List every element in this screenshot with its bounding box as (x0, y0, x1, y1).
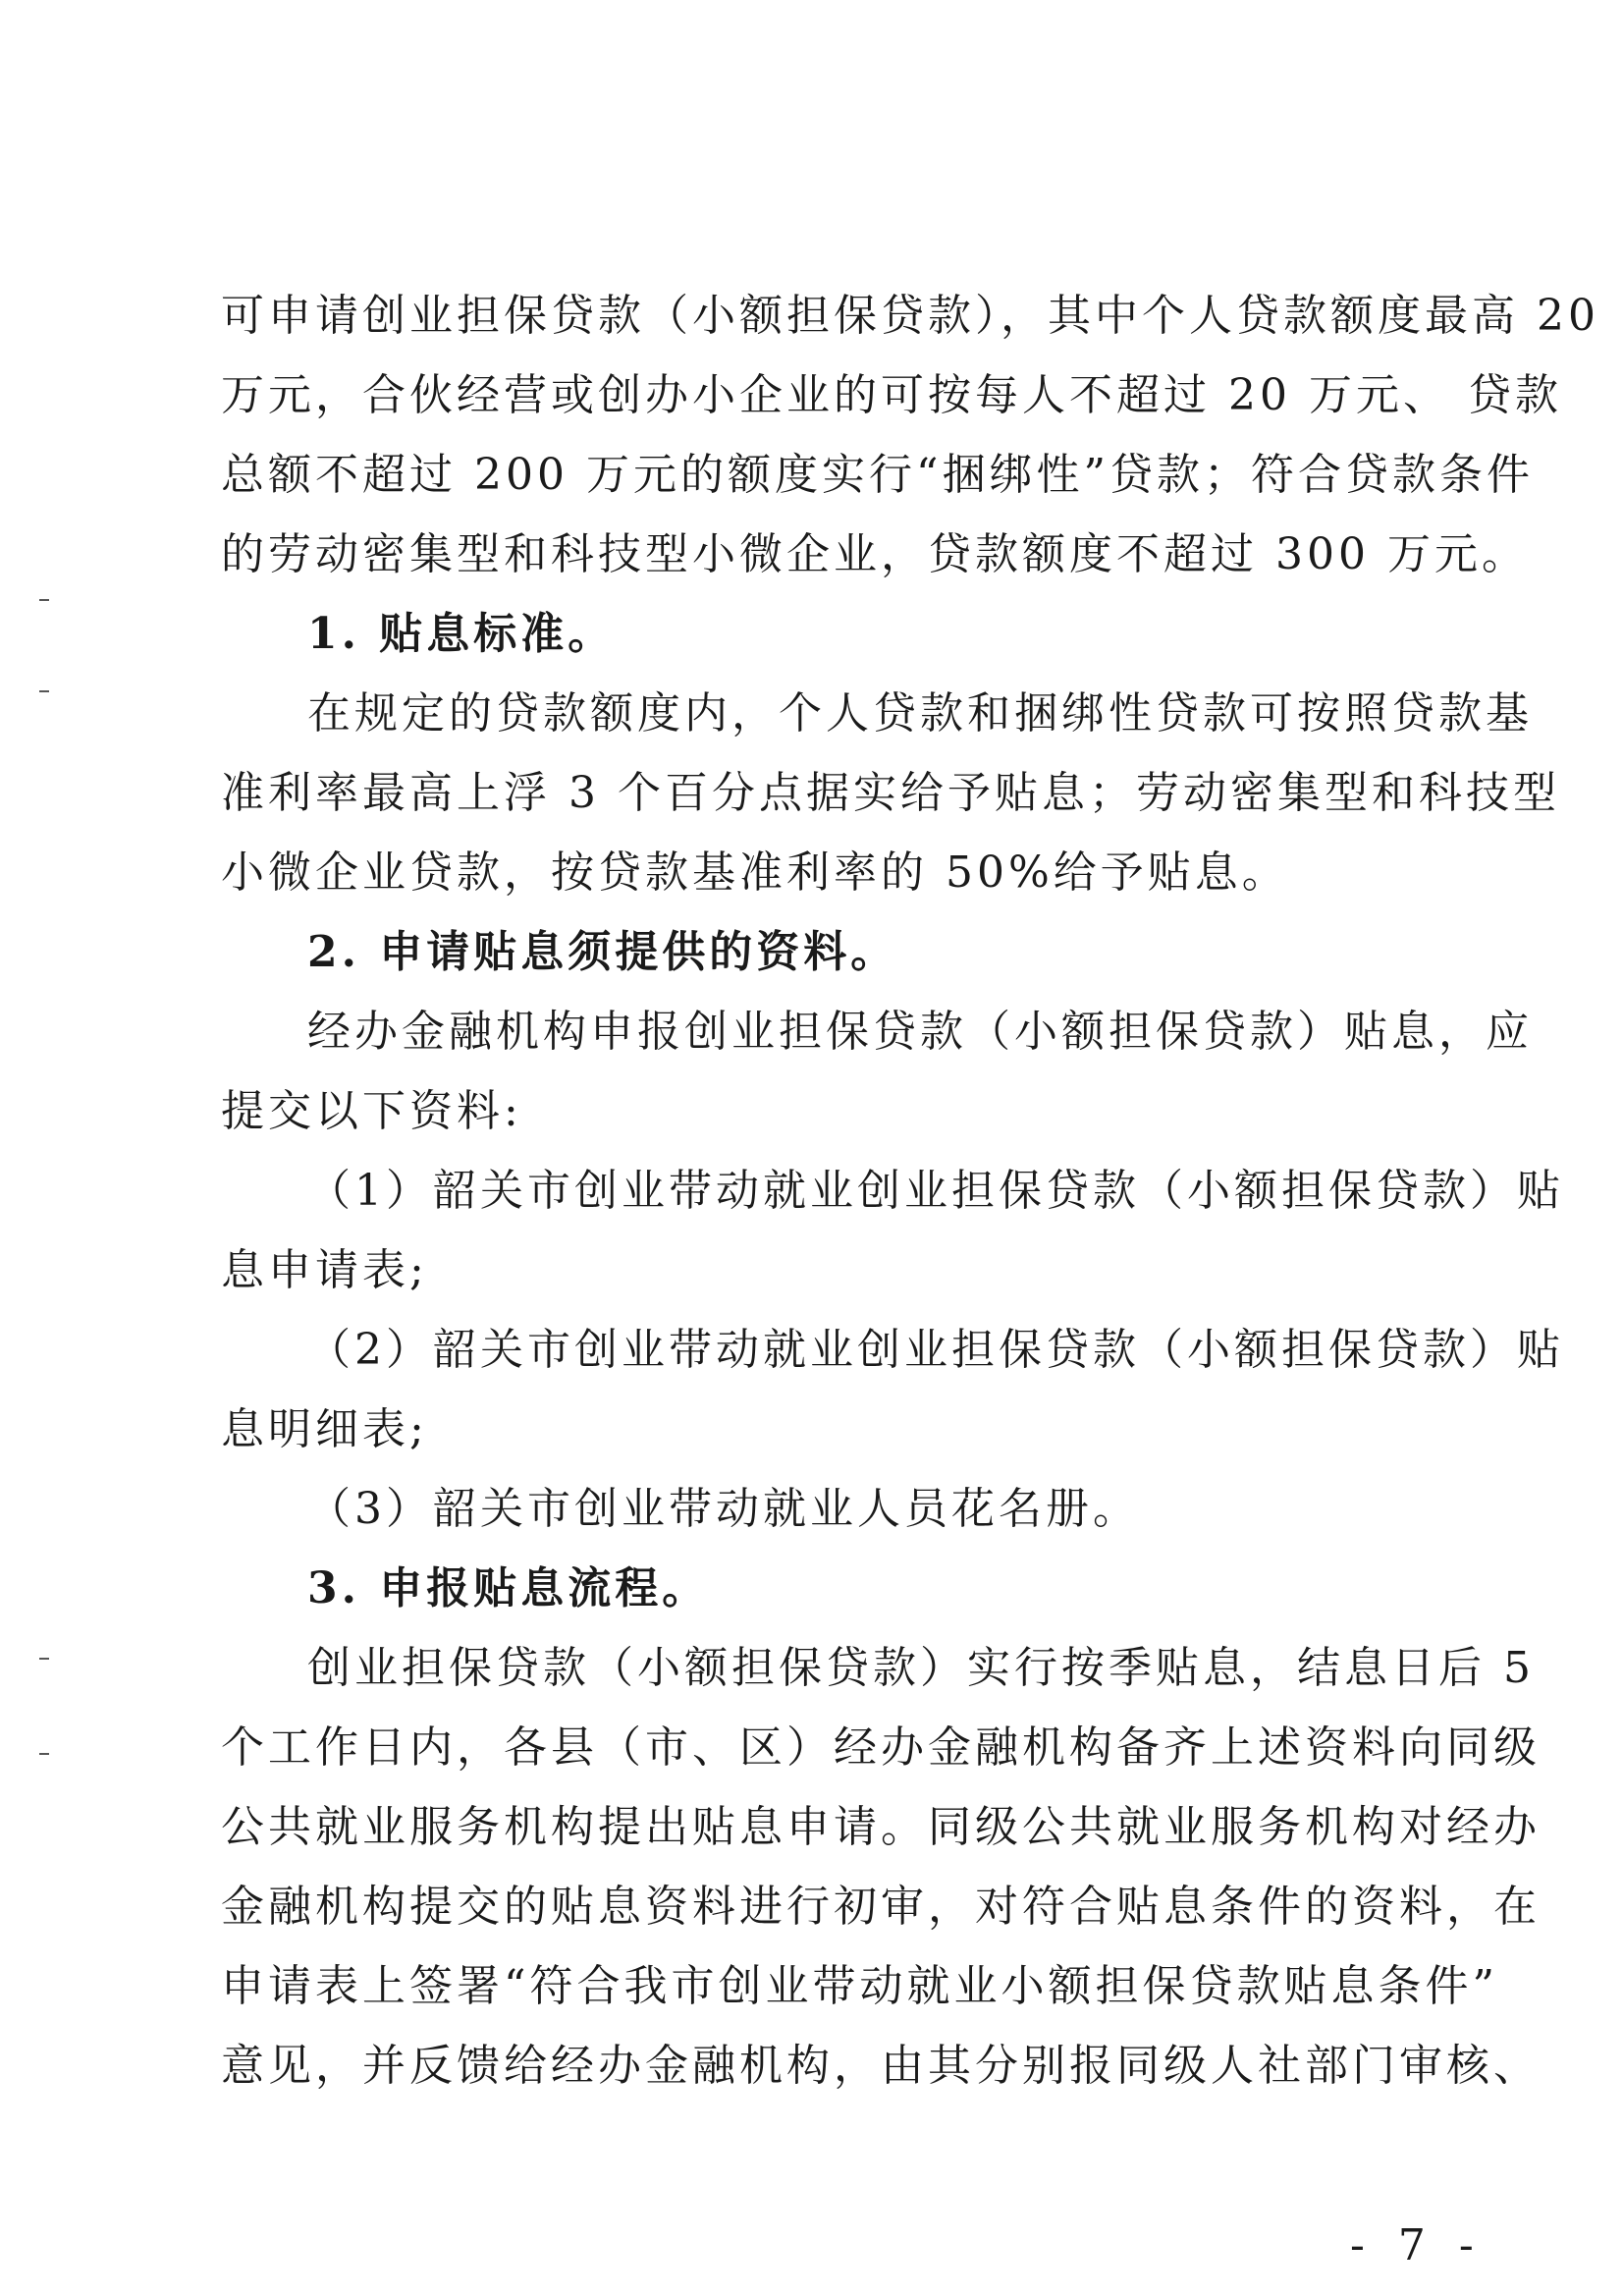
body-text-line: 申请表上签署“符合我市创业带动就业小额担保贷款贴息条件” (221, 1961, 1498, 2011)
binding-mark (39, 1753, 49, 1755)
section-heading: 3. 申报贴息流程。 (307, 1563, 710, 1613)
body-text-line: 总额不超过 200 万元的额度实行“捆绑性”贷款；符合贷款条件 (221, 450, 1534, 500)
body-text-line: 提交以下资料: (221, 1086, 522, 1136)
section-heading: 2. 申请贴息须提供的资料。 (307, 927, 898, 977)
body-text-line: 公共就业服务机构提出贴息申请。同级公共就业服务机构对经办 (221, 1802, 1541, 1852)
list-item-continuation: 息明细表; (221, 1404, 428, 1454)
binding-mark (39, 690, 49, 692)
page-number: - 7 - (1350, 2220, 1484, 2270)
list-item: （2）韶关市创业带动就业创业担保贷款（小额担保贷款）贴 (307, 1325, 1564, 1375)
list-item: （3）韶关市创业带动就业人员花名册。 (307, 1484, 1140, 1534)
body-text-line: 金融机构提交的贴息资料进行初审，对符合贴息条件的资料，在 (221, 1882, 1541, 1932)
list-item: （1）韶关市创业带动就业创业担保贷款（小额担保贷款）贴 (307, 1166, 1564, 1216)
list-item-continuation: 息申请表; (221, 1245, 428, 1295)
body-text-line: 的劳动密集型和科技型小微企业，贷款额度不超过 300 万元。 (221, 529, 1529, 579)
body-text-line: 小微企业贷款，按贷款基准利率的 50%给予贴息。 (221, 847, 1289, 898)
paragraph-first-line: 经办金融机构申报创业担保贷款（小额担保贷款）贴息，应 (307, 1007, 1533, 1057)
section-heading: 1. 贴息标准。 (307, 609, 616, 659)
body-text-line: 准利率最高上浮 3 个百分点据实给予贴息；劳动密集型和科技型 (221, 768, 1560, 818)
binding-mark (39, 1658, 49, 1660)
body-text-line: 可申请创业担保贷款（小额担保贷款），其中个人贷款额度最高 20 (221, 291, 1599, 341)
body-text-line: 万元，合伙经营或创办小企业的可按每人不超过 20 万元、 贷款 (221, 370, 1562, 420)
body-text-line: 意见，并反馈给经办金融机构，由其分别报同级人社部门审核、 (221, 2041, 1541, 2091)
body-text-line: 个工作日内，各县（市、区）经办金融机构备齐上述资料向同级 (221, 1722, 1541, 1773)
paragraph-first-line: 创业担保贷款（小额担保贷款）实行按季贴息，结息日后 5 (307, 1643, 1535, 1693)
binding-mark (39, 599, 49, 601)
paragraph-first-line: 在规定的贷款额度内，个人贷款和捆绑性贷款可按照贷款基 (307, 688, 1533, 738)
